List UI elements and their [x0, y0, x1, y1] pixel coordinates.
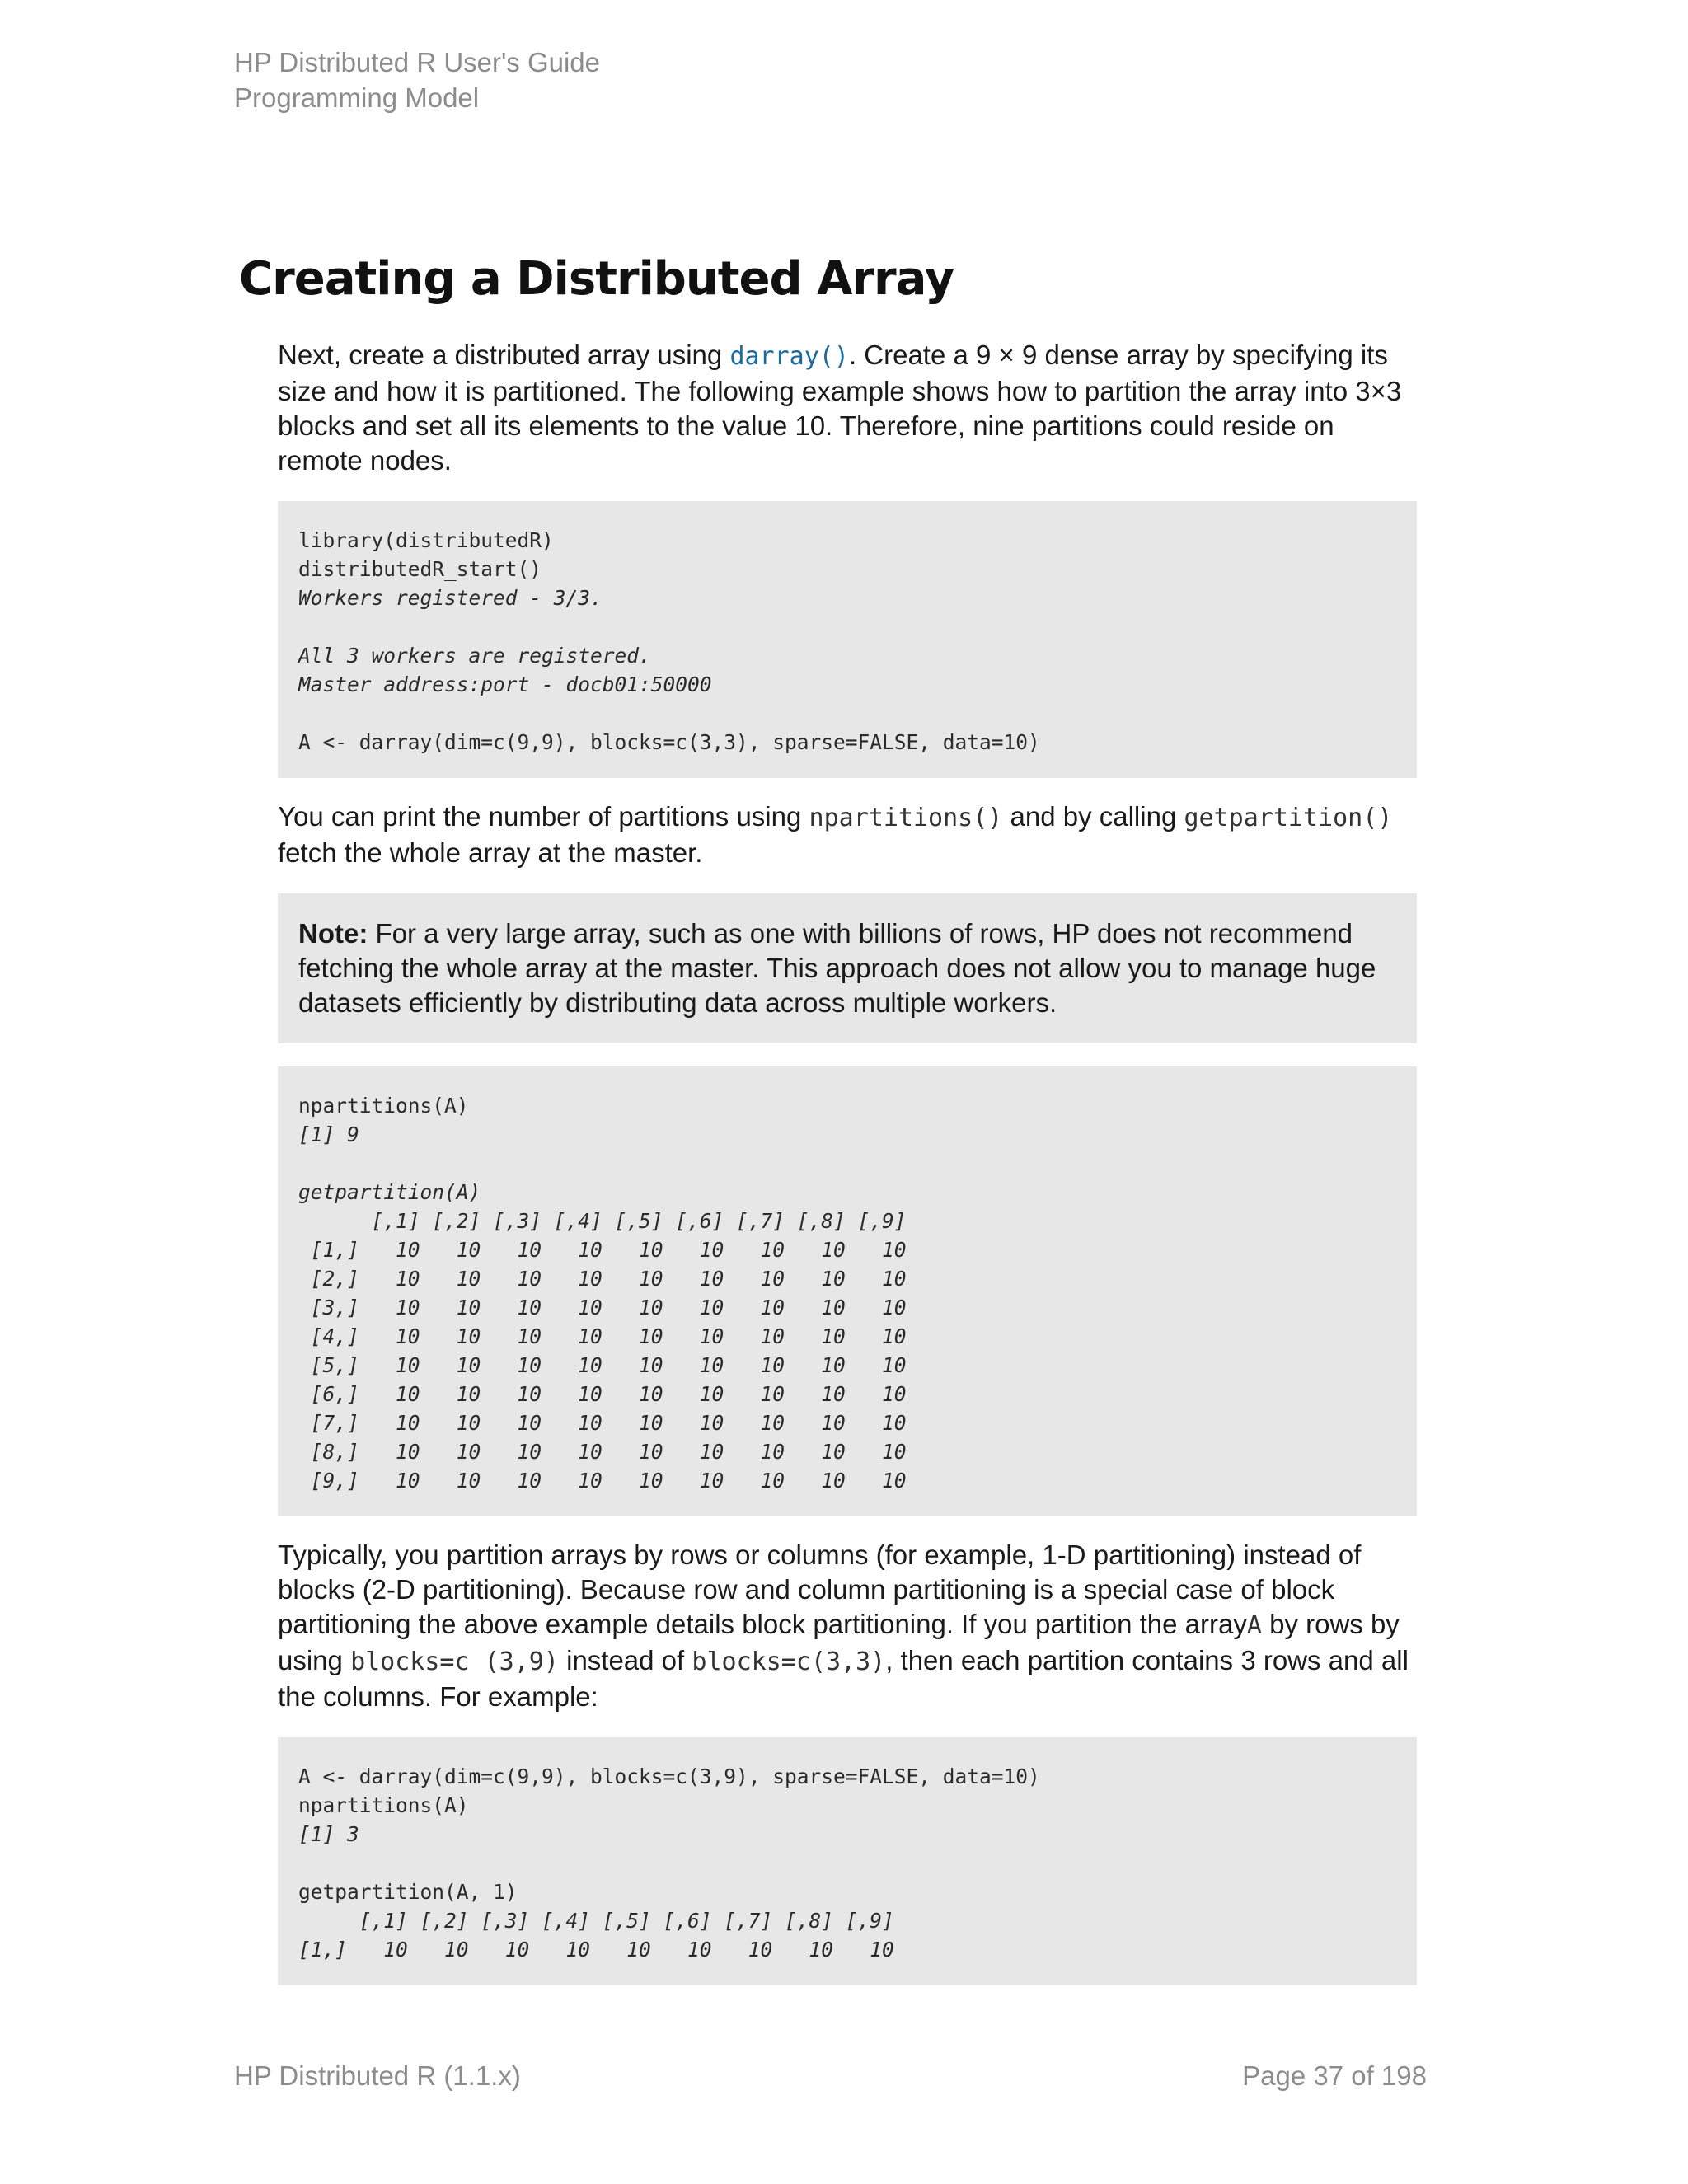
npartitions-code: npartitions() — [809, 804, 1003, 832]
partitions-text: You can print the number of partitions using — [278, 801, 809, 832]
note-label: Note: — [298, 918, 368, 949]
code-line: [1,] 10 10 10 10 10 10 10 10 10 — [298, 1238, 907, 1262]
code-line: [1,] 10 10 10 10 10 10 10 10 10 — [298, 1938, 894, 1961]
code-line: [3,] 10 10 10 10 10 10 10 10 10 — [298, 1296, 907, 1319]
code-line: distributedR_start() — [298, 557, 542, 581]
code-block-partitions — [278, 1066, 1417, 1516]
code-line: [2,] 10 10 10 10 10 10 10 10 10 — [298, 1267, 907, 1291]
section-title: Creating a Distributed Array — [239, 252, 954, 306]
code-line: [4,] 10 10 10 10 10 10 10 10 10 — [298, 1324, 907, 1348]
code-line: npartitions(A) — [298, 1793, 469, 1817]
section-body — [278, 338, 1417, 2007]
blocks-rows-code: blocks=c (3,9) — [350, 1647, 559, 1676]
code-line — [298, 612, 1396, 641]
code-line: Master address:port - docb01:50000 — [298, 673, 712, 696]
intro-text: Next, create a distributed array using — [278, 340, 730, 370]
array-a-code: A — [1246, 1611, 1262, 1640]
code-line: [1] 9 — [298, 1122, 359, 1146]
partitions-text-cont: and by calling — [1002, 801, 1184, 832]
code-line: getpartition(A) — [298, 1180, 481, 1204]
code-line: [8,] 10 10 10 10 10 10 10 10 10 — [298, 1440, 907, 1464]
row-partition-text-3: instead of — [558, 1645, 692, 1675]
code-line: [9,] 10 10 10 10 10 10 10 10 10 — [298, 1469, 907, 1493]
blocks-blocks-code: blocks=c(3,3) — [692, 1647, 886, 1676]
darray-link[interactable]: darray() — [729, 342, 849, 371]
code-line: A <- darray(dim=c(9,9), blocks=c(3,3), sparse=FALSE, data=10) — [298, 730, 1040, 754]
getpartition-code: getpartition() — [1184, 804, 1393, 832]
code-block-start — [278, 501, 1417, 778]
intro-paragraph — [278, 338, 1417, 478]
code-line: [1] 3 — [298, 1822, 359, 1846]
note-box — [278, 893, 1417, 1043]
code-line: library(distributedR) — [298, 528, 554, 552]
code-line — [298, 1849, 1396, 1877]
partitions-text-end: fetch the whole array at the master. — [278, 837, 703, 868]
code-line: [5,] 10 10 10 10 10 10 10 10 10 — [298, 1353, 907, 1377]
code-line: getpartition(A, 1) — [298, 1880, 518, 1904]
row-partition-paragraph — [278, 1538, 1417, 1714]
row-partition-text-4: , then each partition contains 3 rows and all the columns. For example: — [278, 1645, 1409, 1712]
header-guide-title: HP Distributed R User's Guide — [234, 47, 601, 77]
code-line — [298, 1149, 1396, 1178]
row-partition-text: Typically, you partition arrays by rows or columns (for example, 1-D partitioning) instead of blocks (2-D partitioning). Because row and column partitioning is a special case of block partitioning the above example details block partitioning. If you partition the array — [278, 1540, 1362, 1639]
code-line: [6,] 10 10 10 10 10 10 10 10 10 — [298, 1382, 907, 1406]
note-text: For a very large array, such as one with billions of rows, HP does not recommend fetching the whole array at the master. This approach does not allow you to manage huge datasets efficiently by distributing data across multiple workers. — [298, 918, 1376, 1018]
footer-page-number: Page 37 of 198 — [1242, 2060, 1427, 2091]
code-line: Workers registered - 3/3. — [298, 586, 603, 610]
row-partition-text-2: by rows by using — [278, 1609, 1400, 1675]
code-block-rows — [278, 1737, 1417, 1985]
header-chapter: Programming Model — [234, 82, 480, 113]
code-line: [,1] [,2] [,3] [,4] [,5] [,6] [,7] [,8] [,9] — [298, 1909, 894, 1933]
code-line: [,1] [,2] [,3] [,4] [,5] [,6] [,7] [,8] [,9] — [298, 1209, 907, 1233]
code-line: A <- darray(dim=c(9,9), blocks=c(3,9), sparse=FALSE, data=10) — [298, 1765, 1040, 1788]
code-line — [298, 699, 1396, 728]
intro-text-cont: . Create a 9 × 9 dense array by specifying its size and how it is partitioned. The following example shows how to partition the array into 3×3 blocks and set all its elements to the value 10. Therefore, nine partitions could reside on remote nodes. — [278, 340, 1402, 476]
footer-product: HP Distributed R (1.1.x) — [234, 2060, 521, 2091]
partitions-paragraph — [278, 799, 1417, 870]
running-header — [234, 45, 600, 115]
code-line: npartitions(A) — [298, 1094, 469, 1118]
code-line: All 3 workers are registered. — [298, 644, 651, 668]
code-line: [7,] 10 10 10 10 10 10 10 10 10 — [298, 1411, 907, 1435]
